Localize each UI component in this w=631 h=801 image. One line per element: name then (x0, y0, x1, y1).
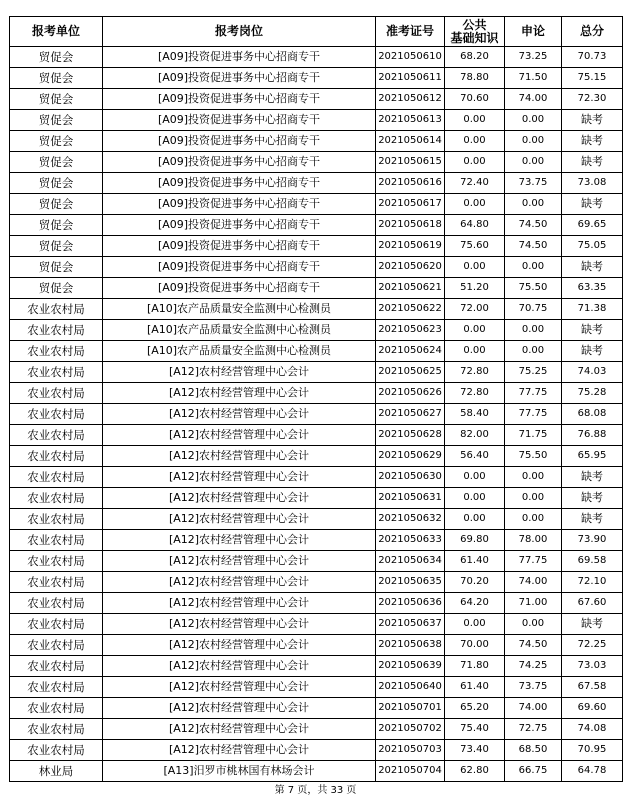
cell-unit: 贸促会 (10, 236, 103, 257)
cell-total: 缺考 (562, 488, 623, 509)
cell-essay: 71.50 (505, 68, 562, 89)
table-row (10, 383, 623, 404)
header-essay: 申论 (505, 17, 562, 47)
cell-essay: 68.50 (505, 740, 562, 761)
table-row (10, 47, 623, 68)
cell-essay: 73.25 (505, 47, 562, 68)
page-footer: 第 7 页，共 33 页 (274, 785, 357, 796)
cell-position: [A10]农产品质量安全监测中心检测员 (103, 341, 376, 362)
table-row (10, 530, 623, 551)
cell-essay: 73.75 (505, 677, 562, 698)
cell-essay: 0.00 (505, 152, 562, 173)
cell-exam-id: 2021050617 (376, 194, 445, 215)
cell-position: [A12]农村经营管理中心会计 (103, 467, 376, 488)
cell-unit: 贸促会 (10, 257, 103, 278)
cell-exam-id: 2021050638 (376, 635, 445, 656)
cell-unit: 农业农村局 (10, 635, 103, 656)
cell-total: 75.05 (562, 236, 623, 257)
cell-total: 缺考 (562, 194, 623, 215)
cell-position: [A09]投资促进事务中心招商专干 (103, 110, 376, 131)
cell-exam-id: 2021050703 (376, 740, 445, 761)
cell-exam-id: 2021050616 (376, 173, 445, 194)
cell-exam-id: 2021050615 (376, 152, 445, 173)
cell-essay: 0.00 (505, 257, 562, 278)
score-table (9, 16, 623, 782)
table-row (10, 131, 623, 152)
cell-total: 缺考 (562, 467, 623, 488)
table-row (10, 299, 623, 320)
cell-unit: 农业农村局 (10, 572, 103, 593)
table-row (10, 257, 623, 278)
cell-essay: 0.00 (505, 614, 562, 635)
table-row (10, 110, 623, 131)
cell-position: [A09]投资促进事务中心招商专干 (103, 173, 376, 194)
cell-total: 缺考 (562, 152, 623, 173)
cell-public-knowledge: 72.40 (445, 173, 505, 194)
cell-unit: 农业农村局 (10, 740, 103, 761)
header-exam-id: 准考证号 (376, 17, 445, 47)
cell-position: [A09]投资促进事务中心招商专干 (103, 194, 376, 215)
cell-position: [A12]农村经营管理中心会计 (103, 656, 376, 677)
cell-essay: 74.50 (505, 635, 562, 656)
cell-total: 缺考 (562, 257, 623, 278)
cell-exam-id: 2021050630 (376, 467, 445, 488)
cell-position: [A12]农村经营管理中心会计 (103, 404, 376, 425)
cell-exam-id: 2021050635 (376, 572, 445, 593)
cell-total: 75.28 (562, 383, 623, 404)
table-row (10, 635, 623, 656)
cell-total: 69.60 (562, 698, 623, 719)
cell-public-knowledge: 70.00 (445, 635, 505, 656)
cell-public-knowledge: 0.00 (445, 509, 505, 530)
cell-public-knowledge: 64.80 (445, 215, 505, 236)
cell-unit: 贸促会 (10, 68, 103, 89)
cell-exam-id: 2021050618 (376, 215, 445, 236)
table-body (10, 47, 623, 782)
cell-total: 74.08 (562, 719, 623, 740)
cell-exam-id: 2021050704 (376, 761, 445, 782)
cell-unit: 农业农村局 (10, 551, 103, 572)
header-unit: 报考单位 (10, 17, 103, 47)
cell-public-knowledge: 69.80 (445, 530, 505, 551)
table-row (10, 68, 623, 89)
cell-total: 69.65 (562, 215, 623, 236)
cell-exam-id: 2021050628 (376, 425, 445, 446)
cell-public-knowledge: 70.60 (445, 89, 505, 110)
cell-total: 72.30 (562, 89, 623, 110)
cell-total: 68.08 (562, 404, 623, 425)
table-row (10, 509, 623, 530)
cell-unit: 农业农村局 (10, 488, 103, 509)
cell-essay: 0.00 (505, 131, 562, 152)
cell-total: 76.88 (562, 425, 623, 446)
cell-unit: 农业农村局 (10, 677, 103, 698)
table-row (10, 236, 623, 257)
cell-essay: 0.00 (505, 320, 562, 341)
cell-position: [A09]投资促进事务中心招商专干 (103, 131, 376, 152)
cell-total: 71.38 (562, 299, 623, 320)
cell-unit: 农业农村局 (10, 341, 103, 362)
cell-public-knowledge: 56.40 (445, 446, 505, 467)
cell-position: [A09]投资促进事务中心招商专干 (103, 152, 376, 173)
cell-public-knowledge: 0.00 (445, 131, 505, 152)
cell-exam-id: 2021050626 (376, 383, 445, 404)
header-public-knowledge: 公共 基础知识 (445, 17, 505, 47)
cell-position: [A12]农村经营管理中心会计 (103, 572, 376, 593)
table-row (10, 89, 623, 110)
cell-exam-id: 2021050622 (376, 299, 445, 320)
cell-public-knowledge: 82.00 (445, 425, 505, 446)
cell-exam-id: 2021050636 (376, 593, 445, 614)
cell-total: 74.03 (562, 362, 623, 383)
table-row (10, 215, 623, 236)
cell-essay: 74.00 (505, 698, 562, 719)
table-row (10, 698, 623, 719)
cell-position: [A09]投资促进事务中心招商专干 (103, 89, 376, 110)
cell-essay: 75.50 (505, 278, 562, 299)
cell-public-knowledge: 65.20 (445, 698, 505, 719)
cell-public-knowledge: 0.00 (445, 614, 505, 635)
cell-position: [A10]农产品质量安全监测中心检测员 (103, 320, 376, 341)
cell-exam-id: 2021050624 (376, 341, 445, 362)
table-row (10, 761, 623, 782)
cell-position: [A09]投资促进事务中心招商专干 (103, 47, 376, 68)
header-total: 总分 (562, 17, 623, 47)
cell-exam-id: 2021050629 (376, 446, 445, 467)
cell-position: [A09]投资促进事务中心招商专干 (103, 236, 376, 257)
cell-public-knowledge: 0.00 (445, 488, 505, 509)
cell-exam-id: 2021050640 (376, 677, 445, 698)
cell-public-knowledge: 64.20 (445, 593, 505, 614)
cell-total: 65.95 (562, 446, 623, 467)
cell-essay: 0.00 (505, 194, 562, 215)
cell-position: [A12]农村经营管理中心会计 (103, 509, 376, 530)
cell-public-knowledge: 0.00 (445, 110, 505, 131)
cell-exam-id: 2021050612 (376, 89, 445, 110)
cell-position: [A12]农村经营管理中心会计 (103, 740, 376, 761)
cell-exam-id: 2021050613 (376, 110, 445, 131)
cell-essay: 71.75 (505, 425, 562, 446)
cell-essay: 0.00 (505, 467, 562, 488)
cell-unit: 贸促会 (10, 110, 103, 131)
table-row (10, 278, 623, 299)
cell-total: 69.58 (562, 551, 623, 572)
cell-unit: 农业农村局 (10, 362, 103, 383)
cell-unit: 农业农村局 (10, 656, 103, 677)
cell-essay: 74.50 (505, 236, 562, 257)
cell-essay: 74.00 (505, 572, 562, 593)
cell-position: [A12]农村经营管理中心会计 (103, 635, 376, 656)
cell-exam-id: 2021050621 (376, 278, 445, 299)
cell-essay: 0.00 (505, 509, 562, 530)
cell-public-knowledge: 72.00 (445, 299, 505, 320)
table-row (10, 320, 623, 341)
cell-exam-id: 2021050702 (376, 719, 445, 740)
table-row (10, 341, 623, 362)
cell-essay: 70.75 (505, 299, 562, 320)
cell-total: 73.03 (562, 656, 623, 677)
table-row (10, 362, 623, 383)
cell-position: [A12]农村经营管理中心会计 (103, 425, 376, 446)
table-row (10, 404, 623, 425)
cell-total: 缺考 (562, 320, 623, 341)
cell-essay: 75.50 (505, 446, 562, 467)
cell-essay: 73.75 (505, 173, 562, 194)
cell-unit: 贸促会 (10, 152, 103, 173)
table-row (10, 488, 623, 509)
cell-public-knowledge: 75.60 (445, 236, 505, 257)
cell-total: 70.95 (562, 740, 623, 761)
cell-total: 72.10 (562, 572, 623, 593)
cell-essay: 77.75 (505, 551, 562, 572)
cell-essay: 72.75 (505, 719, 562, 740)
cell-total: 67.60 (562, 593, 623, 614)
cell-exam-id: 2021050623 (376, 320, 445, 341)
table-row (10, 719, 623, 740)
cell-unit: 贸促会 (10, 215, 103, 236)
cell-public-knowledge: 75.40 (445, 719, 505, 740)
cell-total: 75.15 (562, 68, 623, 89)
table-row (10, 446, 623, 467)
cell-position: [A09]投资促进事务中心招商专干 (103, 257, 376, 278)
cell-total: 64.78 (562, 761, 623, 782)
cell-essay: 0.00 (505, 341, 562, 362)
cell-exam-id: 2021050619 (376, 236, 445, 257)
cell-total: 70.73 (562, 47, 623, 68)
cell-position: [A09]投资促进事务中心招商专干 (103, 68, 376, 89)
cell-total: 73.90 (562, 530, 623, 551)
header-position: 报考岗位 (103, 17, 376, 47)
cell-position: [A13]汨罗市桃林国有林场会计 (103, 761, 376, 782)
cell-essay: 74.50 (505, 215, 562, 236)
cell-position: [A12]农村经营管理中心会计 (103, 446, 376, 467)
cell-exam-id: 2021050627 (376, 404, 445, 425)
cell-position: [A12]农村经营管理中心会计 (103, 551, 376, 572)
table-row (10, 173, 623, 194)
header-row (10, 17, 623, 47)
cell-total: 缺考 (562, 110, 623, 131)
cell-unit: 农业农村局 (10, 509, 103, 530)
cell-exam-id: 2021050610 (376, 47, 445, 68)
cell-public-knowledge: 0.00 (445, 467, 505, 488)
cell-unit: 贸促会 (10, 173, 103, 194)
cell-position: [A12]农村经营管理中心会计 (103, 530, 376, 551)
table-row (10, 572, 623, 593)
cell-public-knowledge: 73.40 (445, 740, 505, 761)
cell-exam-id: 2021050701 (376, 698, 445, 719)
cell-essay: 78.00 (505, 530, 562, 551)
cell-public-knowledge: 61.40 (445, 551, 505, 572)
cell-essay: 0.00 (505, 488, 562, 509)
cell-essay: 74.25 (505, 656, 562, 677)
cell-exam-id: 2021050634 (376, 551, 445, 572)
cell-public-knowledge: 0.00 (445, 194, 505, 215)
cell-unit: 农业农村局 (10, 320, 103, 341)
cell-essay: 66.75 (505, 761, 562, 782)
cell-unit: 农业农村局 (10, 614, 103, 635)
cell-essay: 71.00 (505, 593, 562, 614)
cell-total: 72.25 (562, 635, 623, 656)
cell-essay: 74.00 (505, 89, 562, 110)
table-row (10, 614, 623, 635)
cell-exam-id: 2021050637 (376, 614, 445, 635)
table-row (10, 677, 623, 698)
cell-exam-id: 2021050620 (376, 257, 445, 278)
cell-public-knowledge: 70.20 (445, 572, 505, 593)
cell-total: 63.35 (562, 278, 623, 299)
cell-unit: 贸促会 (10, 278, 103, 299)
cell-position: [A09]投资促进事务中心招商专干 (103, 278, 376, 299)
cell-essay: 75.25 (505, 362, 562, 383)
table-row (10, 551, 623, 572)
cell-exam-id: 2021050625 (376, 362, 445, 383)
cell-position: [A12]农村经营管理中心会计 (103, 614, 376, 635)
cell-position: [A12]农村经营管理中心会计 (103, 698, 376, 719)
cell-position: [A12]农村经营管理中心会计 (103, 677, 376, 698)
cell-position: [A12]农村经营管理中心会计 (103, 719, 376, 740)
cell-public-knowledge: 0.00 (445, 257, 505, 278)
cell-unit: 农业农村局 (10, 593, 103, 614)
cell-position: [A09]投资促进事务中心招商专干 (103, 215, 376, 236)
cell-exam-id: 2021050611 (376, 68, 445, 89)
table-row (10, 593, 623, 614)
cell-total: 缺考 (562, 131, 623, 152)
cell-unit: 农业农村局 (10, 299, 103, 320)
cell-public-knowledge: 72.80 (445, 383, 505, 404)
cell-public-knowledge: 0.00 (445, 152, 505, 173)
cell-unit: 农业农村局 (10, 425, 103, 446)
table-row (10, 152, 623, 173)
cell-unit: 农业农村局 (10, 446, 103, 467)
cell-position: [A12]农村经营管理中心会计 (103, 383, 376, 404)
cell-public-knowledge: 58.40 (445, 404, 505, 425)
cell-unit: 林业局 (10, 761, 103, 782)
cell-exam-id: 2021050631 (376, 488, 445, 509)
cell-public-knowledge: 61.40 (445, 677, 505, 698)
cell-essay: 0.00 (505, 110, 562, 131)
cell-total: 缺考 (562, 341, 623, 362)
cell-exam-id: 2021050639 (376, 656, 445, 677)
cell-unit: 农业农村局 (10, 404, 103, 425)
table-row (10, 740, 623, 761)
cell-exam-id: 2021050614 (376, 131, 445, 152)
cell-position: [A12]农村经营管理中心会计 (103, 362, 376, 383)
cell-unit: 农业农村局 (10, 698, 103, 719)
cell-unit: 农业农村局 (10, 530, 103, 551)
cell-position: [A12]农村经营管理中心会计 (103, 488, 376, 509)
cell-exam-id: 2021050633 (376, 530, 445, 551)
cell-public-knowledge: 68.20 (445, 47, 505, 68)
cell-position: [A12]农村经营管理中心会计 (103, 593, 376, 614)
table-row (10, 656, 623, 677)
cell-exam-id: 2021050632 (376, 509, 445, 530)
cell-essay: 77.75 (505, 383, 562, 404)
cell-public-knowledge: 72.80 (445, 362, 505, 383)
cell-public-knowledge: 0.00 (445, 320, 505, 341)
table-row (10, 425, 623, 446)
cell-total: 67.58 (562, 677, 623, 698)
cell-unit: 贸促会 (10, 194, 103, 215)
table-row (10, 194, 623, 215)
cell-unit: 贸促会 (10, 89, 103, 110)
cell-unit: 贸促会 (10, 131, 103, 152)
cell-unit: 贸促会 (10, 47, 103, 68)
cell-public-knowledge: 71.80 (445, 656, 505, 677)
cell-unit: 农业农村局 (10, 719, 103, 740)
cell-essay: 77.75 (505, 404, 562, 425)
cell-public-knowledge: 78.80 (445, 68, 505, 89)
cell-total: 73.08 (562, 173, 623, 194)
cell-total: 缺考 (562, 509, 623, 530)
cell-public-knowledge: 62.80 (445, 761, 505, 782)
cell-position: [A10]农产品质量安全监测中心检测员 (103, 299, 376, 320)
cell-unit: 农业农村局 (10, 467, 103, 488)
cell-total: 缺考 (562, 614, 623, 635)
cell-unit: 农业农村局 (10, 383, 103, 404)
table-row (10, 467, 623, 488)
cell-public-knowledge: 0.00 (445, 341, 505, 362)
cell-public-knowledge: 51.20 (445, 278, 505, 299)
